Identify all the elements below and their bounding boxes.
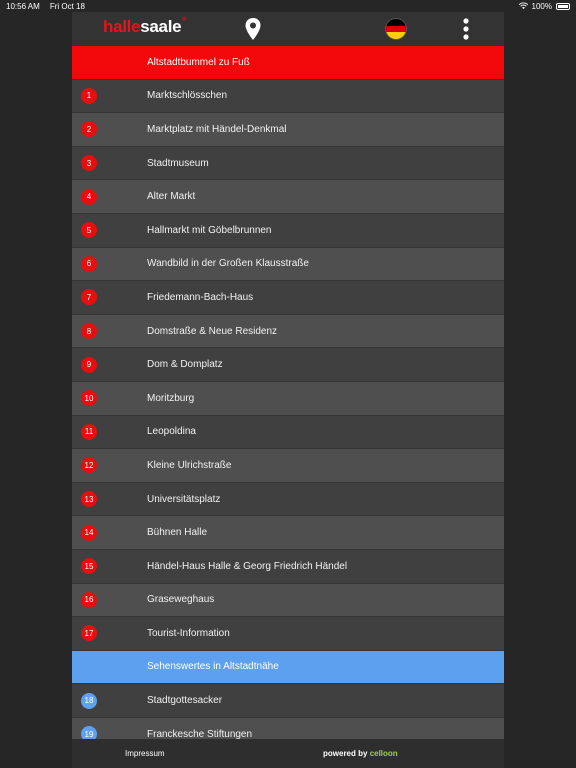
stop-number-badge: 19	[81, 726, 97, 739]
list-item[interactable]	[72, 248, 504, 282]
list-item[interactable]	[72, 684, 504, 718]
status-bar	[0, 0, 576, 12]
powered-by-credit[interactable]	[323, 749, 398, 758]
stop-label: Kleine Ulrichstraße	[147, 459, 232, 471]
hallesaale-logo[interactable]	[103, 17, 186, 37]
stop-label: Händel-Haus Halle & Georg Friedrich Händel	[147, 560, 348, 572]
list-item[interactable]	[72, 382, 504, 416]
stop-label: Graseweghaus	[147, 594, 215, 606]
stop-number-badge: 3	[81, 155, 97, 171]
map-pin-button[interactable]	[242, 17, 264, 41]
stop-number-badge: 7	[81, 289, 97, 305]
stop-label: Stadtmuseum	[147, 157, 209, 169]
section-title: Sehenswertes in Altstadtnähe	[147, 661, 279, 673]
list-item[interactable]	[72, 483, 504, 517]
map-pin-icon	[244, 17, 262, 41]
wifi-icon	[519, 2, 528, 10]
list-item[interactable]	[72, 281, 504, 315]
stop-label: Tourist-Information	[147, 627, 230, 639]
stop-label: Friedemann-Bach-Haus	[147, 291, 254, 303]
footer-bar	[72, 739, 504, 768]
list-item[interactable]	[72, 315, 504, 349]
stop-number-badge: 5	[81, 222, 97, 238]
stop-number-badge: 10	[81, 390, 97, 406]
list-item[interactable]	[72, 214, 504, 248]
tour-list[interactable]	[72, 46, 504, 739]
app-window	[72, 12, 504, 768]
list-item[interactable]	[72, 584, 504, 618]
german-flag-icon	[385, 18, 407, 40]
logo-registered-mark: ®	[182, 17, 187, 23]
stop-label: Domstraße & Neue Residenz	[147, 325, 278, 337]
stop-label: Marktschlösschen	[147, 90, 228, 102]
section-header[interactable]	[72, 46, 504, 80]
stop-number-badge: 14	[81, 525, 97, 541]
list-item[interactable]	[72, 449, 504, 483]
status-time: 10:56 AM	[6, 1, 40, 11]
section-header[interactable]	[72, 651, 504, 685]
status-date: Fri Oct 18	[49, 1, 85, 11]
stop-number-badge: 8	[81, 323, 97, 339]
stop-label: Franckesche Stiftungen	[147, 728, 253, 739]
stop-label: Dom & Domplatz	[147, 359, 223, 371]
language-button[interactable]	[383, 17, 409, 41]
list-item[interactable]	[72, 550, 504, 584]
stop-label: Bühnen Halle	[147, 527, 208, 539]
powered-by-prefix: powered by	[323, 749, 370, 758]
flag-stripe-gold	[386, 32, 406, 39]
stop-number-badge: 13	[81, 491, 97, 507]
stop-label: Marktplatz mit Händel-Denkmal	[147, 123, 287, 135]
stop-label: Moritzburg	[147, 392, 195, 404]
section-title: Altstadtbummel zu Fuß	[147, 56, 250, 68]
stop-label: Wandbild in der Großen Klausstraße	[147, 258, 309, 270]
list-item[interactable]	[72, 113, 504, 147]
impressum-link[interactable]: Impressum	[125, 749, 165, 758]
list-item[interactable]	[72, 147, 504, 181]
stop-label: Hallmarkt mit Göbelbrunnen	[147, 224, 272, 236]
list-item[interactable]	[72, 80, 504, 114]
stop-label: Universitätsplatz	[147, 493, 221, 505]
stop-number-badge: 18	[81, 693, 97, 709]
list-item[interactable]	[72, 516, 504, 550]
stop-label: Leopoldina	[147, 426, 196, 438]
more-vertical-icon	[462, 18, 470, 40]
list-item[interactable]	[72, 617, 504, 651]
logo-saale: saale	[140, 17, 182, 36]
stop-label: Stadtgottesacker	[147, 695, 223, 707]
battery-icon	[556, 3, 570, 10]
list-item[interactable]	[72, 416, 504, 450]
flag-stripe-red	[386, 26, 406, 33]
stop-number-badge: 15	[81, 558, 97, 574]
stop-number-badge: 9	[81, 357, 97, 373]
status-right	[519, 2, 570, 11]
list-item[interactable]	[72, 718, 504, 739]
stop-number-badge: 2	[81, 121, 97, 137]
stop-number-badge: 1	[81, 88, 97, 104]
powered-by-brand: celloon	[369, 749, 398, 758]
battery-percent: 100%	[531, 1, 552, 11]
flag-stripe-black	[386, 19, 406, 26]
stop-number-badge: 6	[81, 256, 97, 272]
stop-number-badge: 16	[81, 592, 97, 608]
stop-number-badge: 11	[81, 424, 97, 440]
more-menu-button[interactable]	[460, 17, 472, 41]
list-item[interactable]	[72, 180, 504, 214]
stop-number-badge: 17	[81, 625, 97, 641]
list-item[interactable]	[72, 348, 504, 382]
top-navigation-bar	[72, 12, 504, 46]
stop-number-badge: 4	[81, 189, 97, 205]
stop-label: Alter Markt	[147, 191, 196, 203]
logo-halle: halle	[103, 17, 141, 36]
stop-number-badge: 12	[81, 457, 97, 473]
